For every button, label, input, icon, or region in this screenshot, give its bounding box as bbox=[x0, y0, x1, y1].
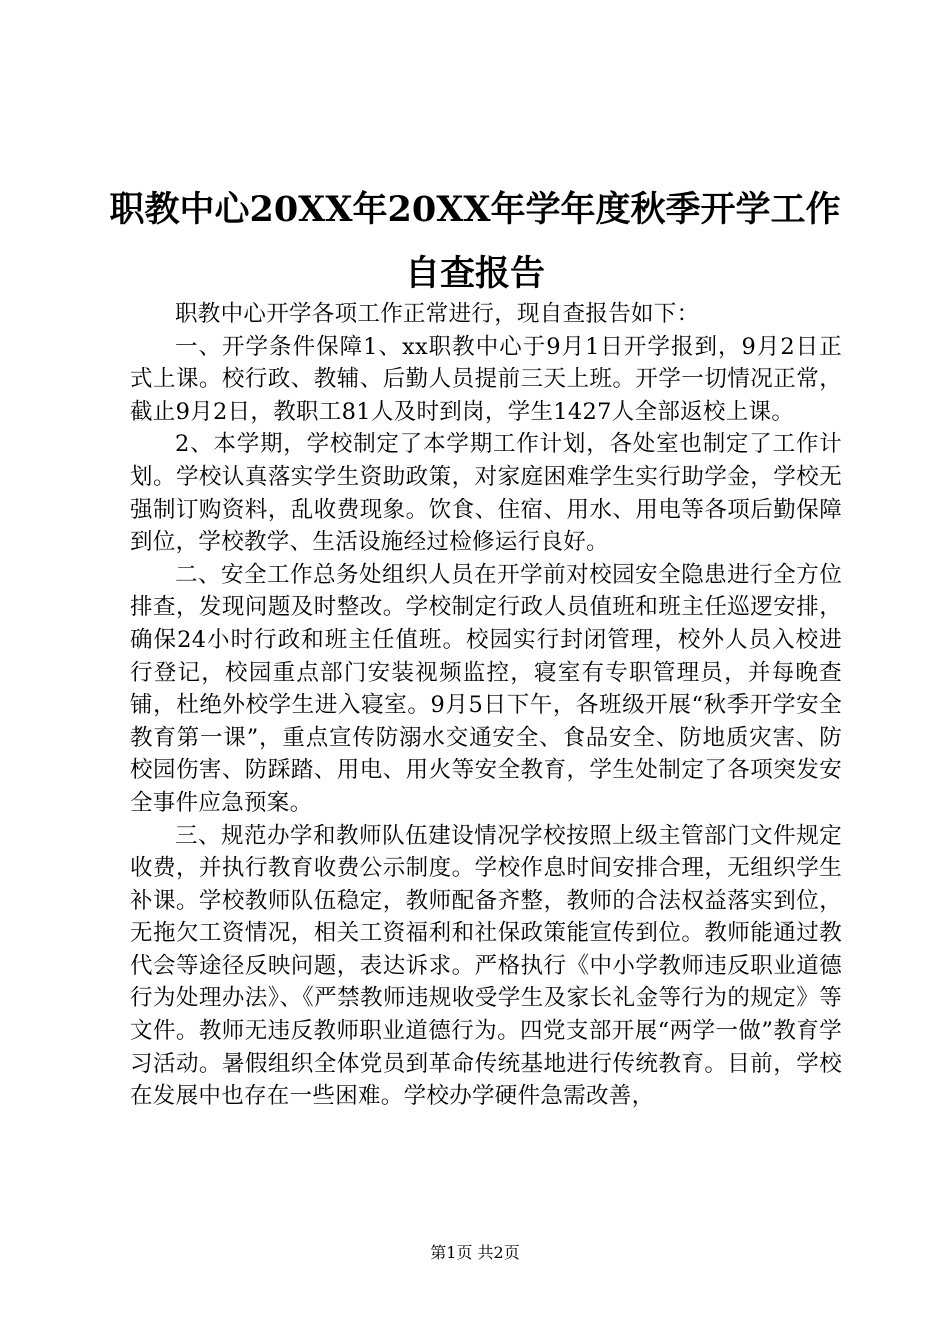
paragraph-intro: 职教中心开学各项工作正常进行，现自查报告如下： bbox=[175, 301, 700, 327]
title-line-1: 职教中心20XX年20XX年学年度秋季开学工作 bbox=[109, 189, 841, 230]
paragraph-standardized-schooling: 三、规范办学和教师队伍建设情况学校按照上级主管部门文件规定收费，并执行教育收费公示制度。学校作息时间安排合理，无组织学生补课。学校教师队伍稳定，教师配备齐整，教师的合法权益落实到位，无拖欠工资情况，相关工资福利和社保政策能宣传到位。教师能通过教代会等途径反映问题，表达诉求。严格执行《中小学教师违反职业道德行为处理办法》、《严禁教师违规收受学生及家长礼金等行为的规定》等文件。教师无违反教师职业道德行为。四党支部开展“两学一做”教育学习活动。暑假组织全体党员到革命传统基地进行传统教育。目前，学校在发展中也存在一些困难。学校办学硬件急需改善， bbox=[130, 822, 842, 1110]
paragraph-opening-conditions: 一、开学条件保障1、xx职教中心于9月1日开学报到，9月2日正式上课。校行政、教辅、后勤人员提前三天上班。开学一切情况正常，截止9月2日，教职工81人及时到岗，学生1427人全部返校上课。 bbox=[130, 333, 842, 425]
paragraph-semester-plan: 2、本学期，学校制定了本学期工作计划，各处室也制定了工作计划。学校认真落实学生资助政策，对家庭困难学生实行助学金，学校无强制订购资料，乱收费现象。饮食、住宿、用水、用电等各项后勤保障到位，学校教学、生活设施经过检修运行良好。 bbox=[130, 431, 842, 556]
page-footer: 第1页 共2页 bbox=[430, 1243, 520, 1262]
document-title bbox=[100, 178, 850, 306]
paragraph-safety-work: 二、安全工作总务处组织人员在开学前对校园安全隐患进行全方位排查，发现问题及时整改。学校制定行政人员值班和班主任巡逻安排，确保24小时行政和班主任值班。校园实行封闭管理，校外人员入校进行登记，校园重点部门安装视频监控，寝室有专职管理员，并每晚查铺，杜绝外校学生进入寝室。9月5日下午，各班级开展“秋季开学安全教育第一课”，重点宣传防溺水交通安全、食品安全、防地质灾害、防校园伤害、防踩踏、用电、用火等安全教育，学生处制定了各项突发安全事件应急预案。 bbox=[130, 561, 842, 816]
document-body bbox=[130, 298, 842, 1113]
title-line-2: 自查报告 bbox=[404, 253, 545, 294]
